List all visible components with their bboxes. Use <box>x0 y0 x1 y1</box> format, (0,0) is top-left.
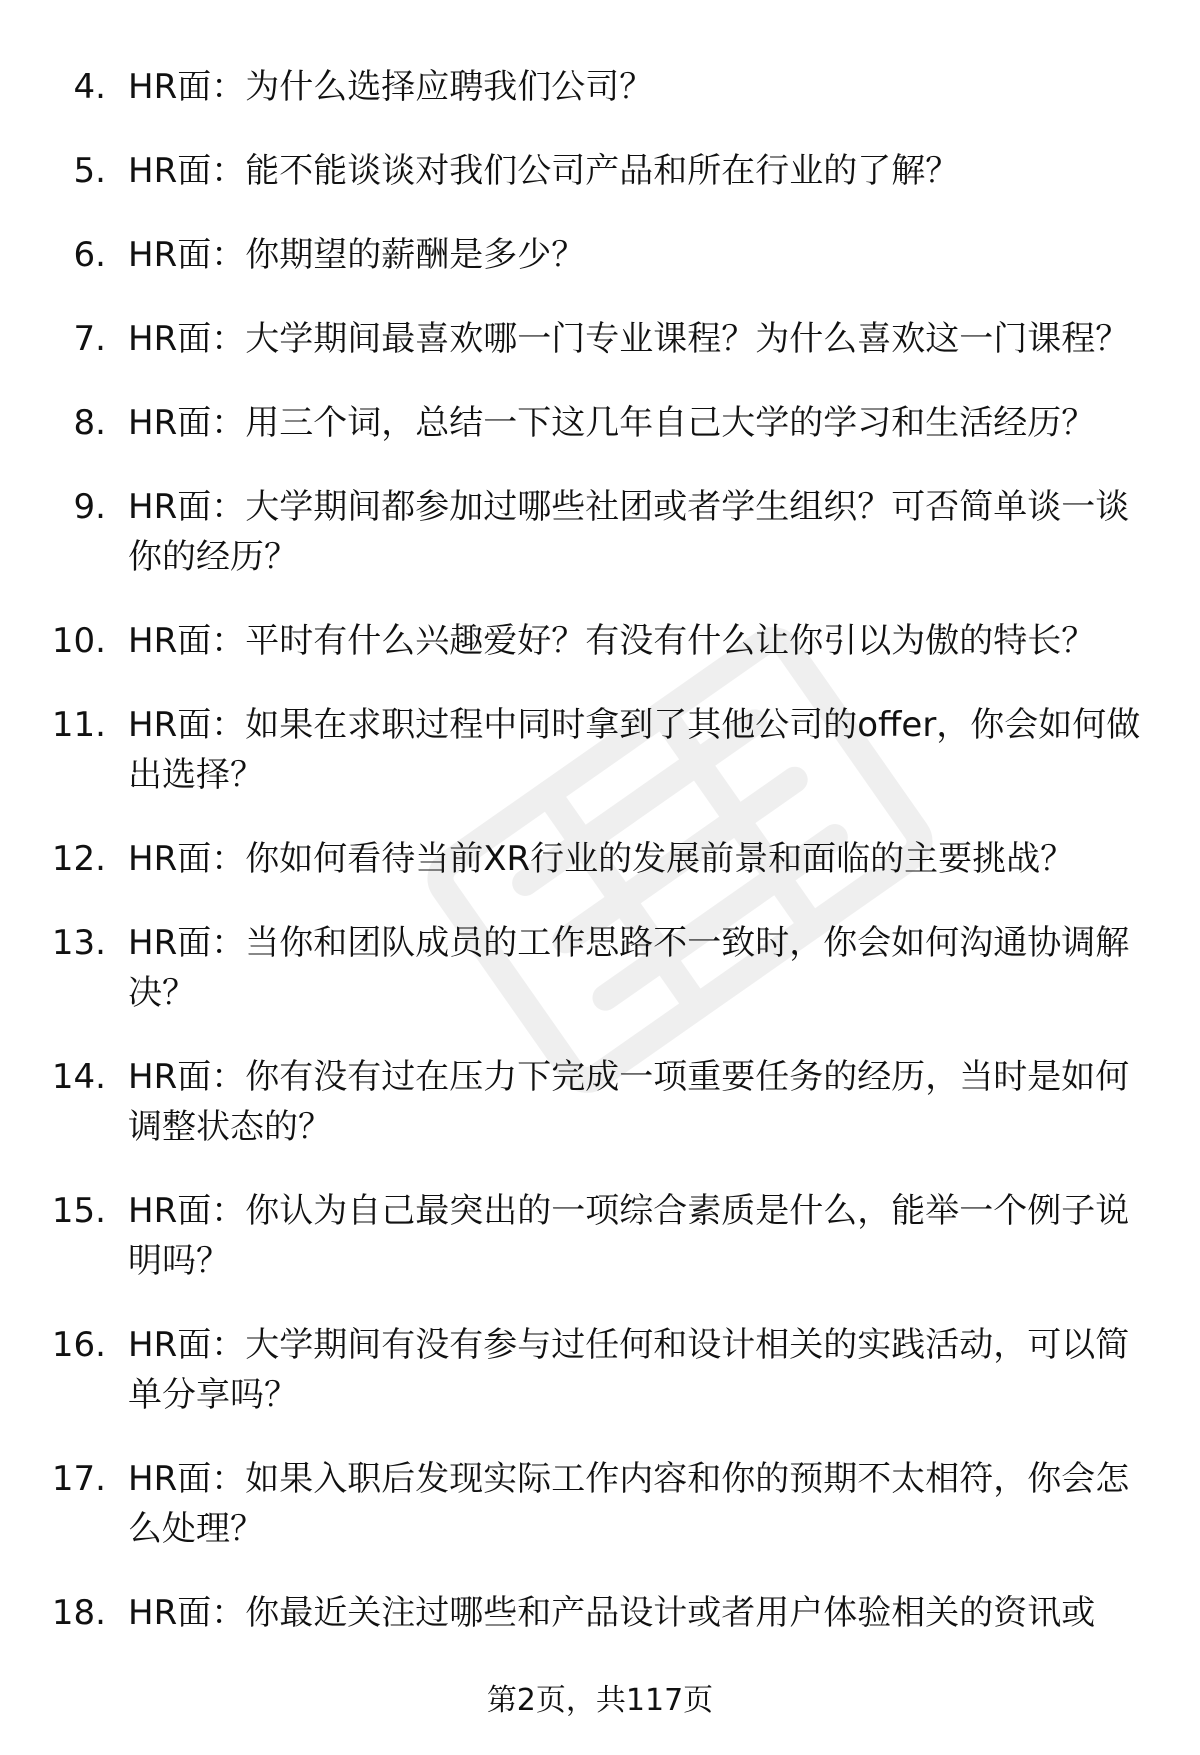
question-text: HR面：你如何看待当前XR行业的发展前景和面临的主要挑战？ <box>128 839 1075 879</box>
question-item-5 <box>0 146 1200 196</box>
question-text: HR面：你有没有过在压力下完成一项重要任务的经历，当时是如何调整状态的？ <box>128 1057 1130 1147</box>
question-text: HR面：当你和团队成员的工作思路不一致时，你会如何沟通协调解决？ <box>128 923 1130 1013</box>
question-text: HR面：你认为自己最突出的一项综合素质是什么，能举一个例子说明吗？ <box>128 1191 1130 1281</box>
question-item-16 <box>0 1320 1200 1420</box>
question-item-6 <box>0 230 1200 280</box>
question-item-9 <box>0 482 1200 582</box>
question-number: 18. <box>51 1593 106 1633</box>
question-number: 4. <box>73 67 106 107</box>
question-number: 6. <box>73 235 106 275</box>
question-number: 17. <box>51 1459 106 1499</box>
question-number: 7. <box>73 319 106 359</box>
question-text: HR面：你最近关注过哪些和产品设计或者用户体验相关的资讯或 <box>128 1593 1096 1633</box>
question-item-18 <box>0 1588 1200 1638</box>
question-number: 16. <box>51 1325 106 1365</box>
question-item-14 <box>0 1052 1200 1152</box>
question-item-12 <box>0 834 1200 884</box>
question-text: HR面：大学期间都参加过哪些社团或者学生组织？可否简单谈一谈你的经历？ <box>128 487 1130 577</box>
question-item-4 <box>0 62 1200 112</box>
question-text: HR面：如果在求职过程中同时拿到了其他公司的offer，你会如何做出选择？ <box>128 705 1141 795</box>
question-number: 13. <box>51 923 106 963</box>
question-number: 15. <box>51 1191 106 1231</box>
question-text: HR面：能不能谈谈对我们公司产品和所在行业的了解？ <box>128 151 960 191</box>
question-item-7 <box>0 314 1200 364</box>
question-text: HR面：大学期间有没有参与过任何和设计相关的实践活动，可以简单分享吗？ <box>128 1325 1130 1415</box>
question-number: 5. <box>73 151 106 191</box>
question-item-10 <box>0 616 1200 666</box>
question-text: HR面：平时有什么兴趣爱好？有没有什么让你引以为傲的特长？ <box>128 621 1096 661</box>
question-number: 11. <box>51 705 106 745</box>
question-number: 12. <box>51 839 106 879</box>
question-text: HR面：用三个词，总结一下这几年自己大学的学习和生活经历？ <box>128 403 1096 443</box>
question-item-15 <box>0 1186 1200 1286</box>
question-item-11 <box>0 700 1200 800</box>
question-text: HR面：大学期间最喜欢哪一门专业课程？为什么喜欢这一门课程？ <box>128 319 1130 359</box>
question-item-13 <box>0 918 1200 1018</box>
question-text: HR面：为什么选择应聘我们公司？ <box>128 67 654 107</box>
question-item-17 <box>0 1454 1200 1554</box>
question-list <box>0 62 1200 1672</box>
question-item-8 <box>0 398 1200 448</box>
question-number: 8. <box>73 403 106 443</box>
question-number: 10. <box>51 621 106 661</box>
question-text: HR面：你期望的薪酬是多少？ <box>128 235 586 275</box>
page-footer: 第2页，共117页 <box>486 1683 714 1718</box>
question-number: 9. <box>73 487 106 527</box>
question-text: HR面：如果入职后发现实际工作内容和你的预期不太相符，你会怎么处理？ <box>128 1459 1130 1549</box>
question-number: 14. <box>51 1057 106 1097</box>
